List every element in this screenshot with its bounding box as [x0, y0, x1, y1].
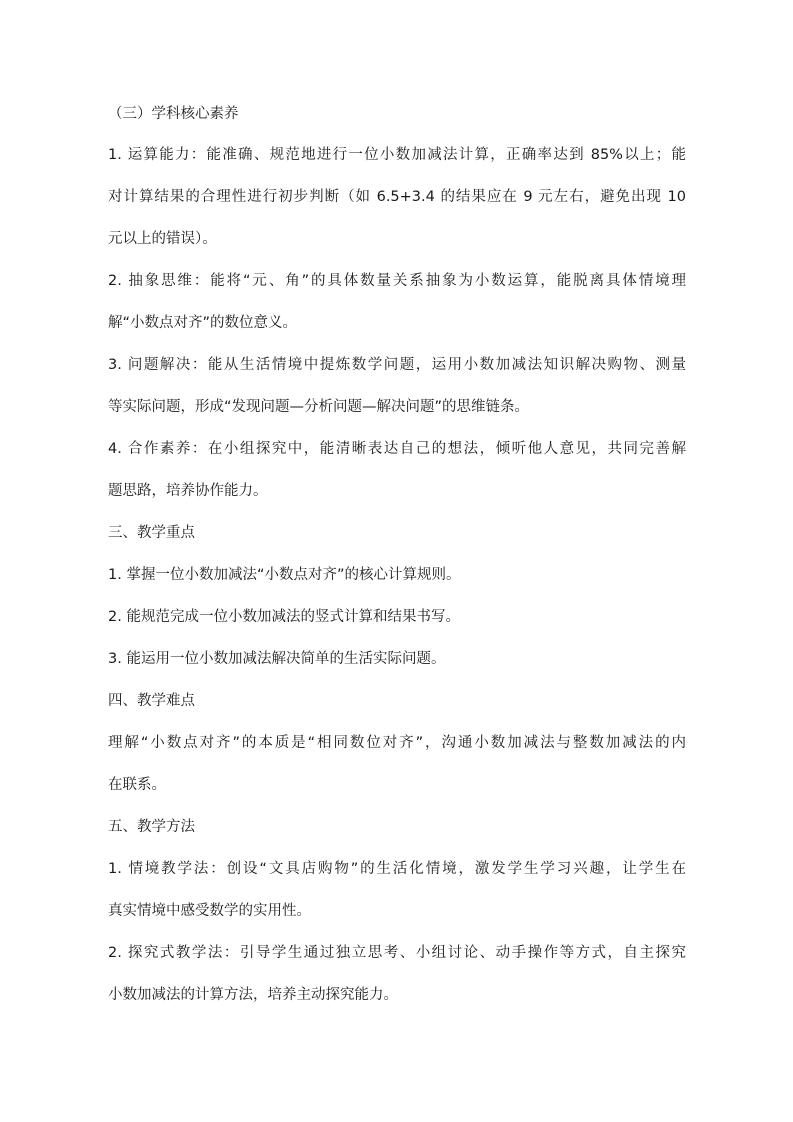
paragraph-cooperation — [108, 439, 690, 501]
paragraph-line: 1. 运算能力：能准确、规范地进行一位小数加减法计算，正确率达到 85%以上；能 — [108, 147, 686, 163]
section-teaching-method — [108, 817, 690, 1005]
section-teaching-focus — [108, 523, 690, 669]
paragraph-line: 题思路，培养协作能力。 — [108, 483, 268, 499]
section-heading: （三）学科核心素养 — [108, 106, 239, 122]
paragraph-line: 在联系。 — [108, 777, 166, 793]
document-body — [108, 104, 690, 1005]
paragraph-situational-teaching — [108, 859, 690, 921]
list-item: 2. 能规范完成一位小数加减法的竖式计算和结果书写。 — [108, 609, 460, 625]
paragraph-line: 2. 探究式教学法：引导学生通过独立思考、小组讨论、动手操作等方式，自主探究 — [108, 945, 686, 961]
paragraph-difficulty — [108, 733, 690, 795]
section-heading: 四、教学难点 — [108, 693, 195, 709]
paragraph-line: 3. 问题解决：能从生活情境中提炼数学问题，运用小数加减法知识解决购物、测量 — [108, 357, 686, 373]
paragraph-line: 真实情境中感受数学的实用性。 — [108, 903, 311, 919]
paragraph-line: 理解“小数点对齐”的本质是“相同数位对齐”，沟通小数加减法与整数加减法的内 — [108, 735, 686, 751]
section-teaching-difficulty — [108, 691, 690, 795]
paragraph-line: 1. 情境教学法：创设“文具店购物”的生活化情境，激发学生学习兴趣，让学生在 — [108, 861, 686, 877]
section-core-literacy — [108, 104, 690, 501]
section-heading: 五、教学方法 — [108, 819, 195, 835]
list-item: 3. 能运用一位小数加减法解决简单的生活实际问题。 — [108, 651, 446, 667]
paragraph-line: 2. 抽象思维：能将“元、角”的具体数量关系抽象为小数运算，能脱离具体情境理 — [108, 273, 686, 289]
paragraph-line: 对计算结果的合理性进行初步判断（如 6.5+3.4 的结果应在 9 元左右，避免出现 10 — [108, 189, 686, 205]
paragraph-line: 解“小数点对齐”的数位意义。 — [108, 315, 298, 331]
paragraph-line: 4. 合作素养：在小组探究中，能清晰表达自己的想法，倾听他人意见，共同完善解 — [108, 441, 686, 457]
paragraph-abstract-thinking — [108, 271, 690, 333]
paragraph-computation — [108, 145, 690, 249]
paragraph-line: 小数加减法的计算方法，培养主动探究能力。 — [108, 987, 398, 1003]
paragraph-inquiry-teaching — [108, 943, 690, 1005]
paragraph-line: 元以上的错误）。 — [108, 231, 217, 247]
section-heading: 三、教学重点 — [108, 525, 195, 541]
list-item: 1. 掌握一位小数加减法“小数点对齐”的核心计算规则。 — [108, 567, 461, 583]
paragraph-line: 等实际问题，形成“发现问题—分析问题—解决问题”的思维链条。 — [108, 399, 530, 415]
paragraph-problem-solving — [108, 355, 690, 417]
